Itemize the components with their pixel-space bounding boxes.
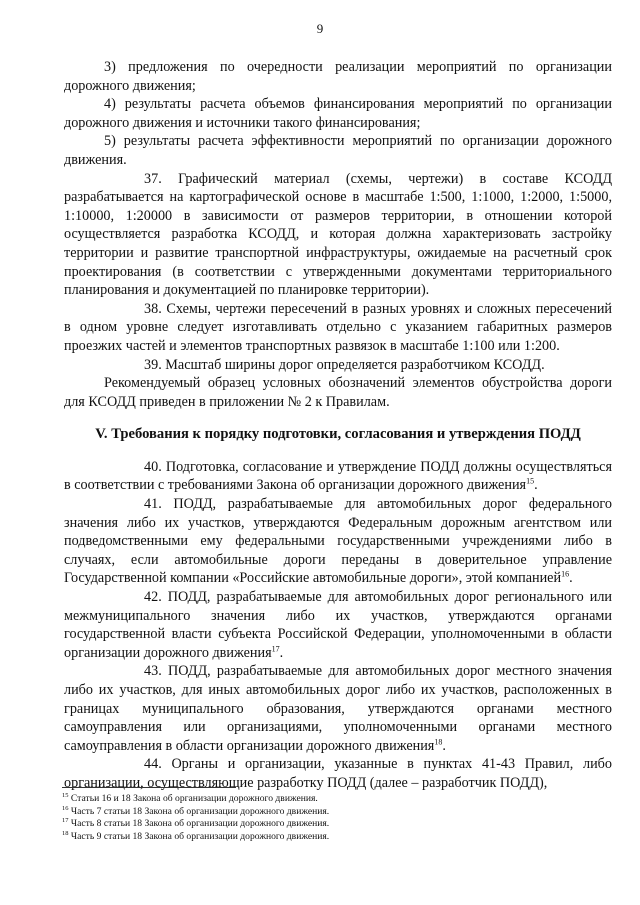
paragraph-39 [64,356,612,375]
paragraph-end: . [569,570,573,587]
paragraph-number: 41. [144,496,162,513]
footnote-mark: 15 [62,791,69,799]
footnote-ref: 15 [526,476,535,486]
document-body [64,58,612,793]
paragraph-text: Подготовка, согласование и утверждение ПОДД должны осуществляться в соответствии с требованиями Закона об организации дорожного движения [64,458,613,494]
footnote-16 [62,806,622,819]
paragraph-text: Схемы, чертежи пересечений в разных уровнях и сложных пересечений в одном уровне следует изготавливать отдельно с указанием габаритных размеров проезжих частей и элементов транспортных развязок в масштабе 1:100 или 1:200. [64,300,613,354]
paragraph-recommendation: Рекомендуемый образец условных обозначений элементов обустройства дороги для КСОДД приведен в приложении № 2 к Правилам. [64,375,612,410]
footnote-17 [62,818,622,831]
paragraph-number: 43. [144,663,162,680]
footnote-mark: 17 [62,817,69,824]
paragraph-number: 38. [144,300,162,317]
paragraph-number: 40. [144,458,162,475]
list-item-4: 4) результаты расчета объемов финансирования мероприятий по организации дорожного движения и источники такого финансирования; [64,96,612,131]
paragraph-text: Масштаб ширины дорог определяется разработчиком КСОДД. [165,356,545,373]
paragraph-text: Органы и организации, указанные в пунктах 41-43 Правил, либо организации, осуществляющие разработку ПОДД (далее – разработчик ПОДД), [64,756,612,791]
footnote-18 [62,831,622,844]
footnote-text: Часть 7 статьи 18 Закона об организации дорожного движения. [70,805,330,817]
paragraph-text: Графический материал (схемы, чертежи) в составе КСОДД разрабатывается на картографической основе в масштабе 1:500, 1:1000, 1:2000, 1:5000, 1:10000, 1:20000 в зависимости от размеров территории, в отношении которой осуществляется разработка КСОДД, и которая должна характеризовать застройку территории и развитие транспортной инфраструктуры, ожидаемые на расчетный срок проектирования (в соответствии с утвержденными документами территориального планирования и документацией по планировке территории). [64,170,612,299]
paragraph-end: . [534,477,538,494]
list-item-3: 3) предложения по очередности реализации мероприятий по организации дорожного движения; [64,59,612,94]
paragraph-38 [64,300,612,356]
footnote-ref: 16 [561,569,570,579]
paragraph-text: ПОДД, разрабатываемые для автомобильных дорог федерального значения либо их участков, утверждаются Федеральным дорожным агентством или подведомственными ему федеральными государственными учреждениями либо в случаях, если автомобильные дороги переданы в доверительное управление Государственной компании «Российские автомобильные дороги», этой компанией [64,496,612,587]
paragraph-text: ПОДД, разрабатываемые для автомобильных дорог местного значения либо их участков, для иных автомобильных дорог либо их участков, расположенных в границах муниципального образования, утверждаются органами местного самоуправления или организациями, уполномоченными органами местного самоуправления в области организации дорожного движения [64,663,612,754]
paragraph-40 [64,458,612,495]
footnotes [62,793,622,843]
footnote-text: Часть 9 статьи 18 Закона об организации дорожного движения. [70,830,330,842]
paragraph-43 [64,662,612,755]
paragraph-number: 37. [144,170,162,187]
paragraph-text: ПОДД, разрабатываемые для автомобильных дорог регионального или межмуниципального значения либо их участков, утверждаются органами государственной власти субъекта Российской Федерации, уполномоченными в области организации дорожного движения [64,589,612,661]
page-number: 9 [316,21,324,36]
paragraph-42 [64,588,612,662]
section-heading: V. Требования к порядку подготовки, согласования и утверждения ПОДД [95,426,581,443]
footnote-ref: 17 [271,644,280,654]
paragraph-end: . [442,737,446,754]
footnote-text: Часть 8 статьи 18 Закона об организации дорожного движения. [70,818,330,830]
footnote-ref: 18 [434,737,443,747]
paragraph-number: 42. [144,589,162,606]
paragraph-number: 39. [144,356,162,373]
footnote-mark: 16 [62,804,69,812]
footnote-text: Статьи 16 и 18 Закона об организации дорожного движения. [70,793,318,804]
paragraph-number: 44. [144,756,162,773]
footnote-divider [62,787,236,788]
footnote-mark: 18 [62,829,69,837]
paragraph-37 [64,170,612,300]
paragraph-end: . [279,644,284,661]
list-item-5: 5) результаты расчета эффективности мероприятий по организации дорожного движения. [64,133,612,168]
footnote-15 [62,793,622,806]
paragraph-41 [64,495,612,588]
